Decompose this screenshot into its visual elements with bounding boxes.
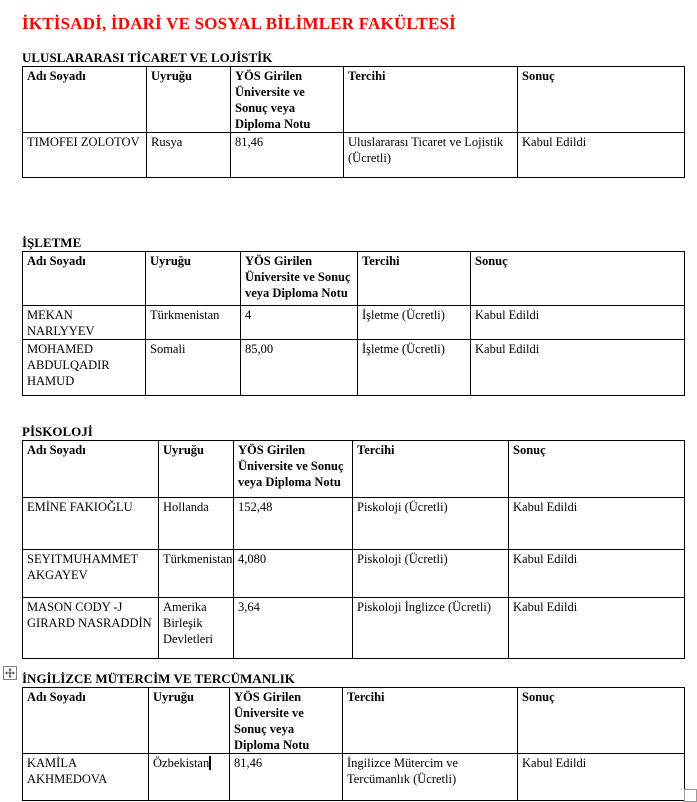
table-move-handle-icon[interactable]: [3, 666, 17, 680]
section-heading: ULUSLARARASI TİCARET VE LOJİSTİK: [22, 50, 273, 65]
col-header-score: YÖS Girilen Üniversite ve Sonuç veya Diploma Notu: [241, 252, 358, 306]
section-heading: İŞLETME: [22, 235, 82, 250]
col-header-score: YÖS Girilen Üniversite ve Sonuç veya Diploma Notu: [230, 688, 343, 754]
admissions-table: [22, 687, 685, 801]
col-header-result: Sonuç: [518, 67, 685, 133]
cell-choice: Piskoloji (Ücretli): [353, 550, 509, 598]
table-header-row: [23, 67, 685, 133]
cell-result: Kabul Edildi: [471, 306, 685, 340]
cell-choice: İşletme (Ücretli): [358, 306, 471, 340]
table-row: [23, 498, 685, 550]
col-header-score: YÖS Girilen Üniversite ve Sonuç veya Diploma Notu: [234, 441, 353, 498]
cell-result: Kabul Edildi: [518, 754, 685, 801]
section-isletme: [22, 235, 697, 396]
col-header-result: Sonuç: [509, 441, 685, 498]
col-header-choice: Tercihi: [344, 67, 518, 133]
cell-choice: Piskoloji (Ücretli): [353, 498, 509, 550]
table-header-row: [23, 688, 685, 754]
cell-nationality: Amerika Birleşik Devletleri: [159, 598, 234, 659]
cell-name: TIMOFEI ZOLOTOV: [23, 133, 147, 178]
cell-nationality[interactable]: [149, 754, 230, 801]
cell-nationality: Somali: [146, 340, 241, 396]
col-header-name: Adı Soyadı: [23, 688, 149, 754]
cell-result: Kabul Edildi: [509, 550, 685, 598]
cell-result: Kabul Edildi: [471, 340, 685, 396]
cell-choice: İşletme (Ücretli): [358, 340, 471, 396]
cell-score: 4: [241, 306, 358, 340]
admissions-table: [22, 251, 685, 396]
cell-name: MOHAMED ABDULQADIR HAMUD: [23, 340, 146, 396]
col-header-result: Sonuç: [471, 252, 685, 306]
admissions-table: [22, 440, 685, 659]
section-ingilizce-mutercim: [22, 671, 697, 801]
cell-choice: Piskoloji İnglizce (Ücretli): [353, 598, 509, 659]
col-header-score: YÖS Girilen Üniversite ve Sonuç veya Diploma Notu: [231, 67, 344, 133]
section-heading: İNGİLİZCE MÜTERCİM VE TERCÜMANLIK: [22, 671, 295, 686]
section-uluslararasi-ticaret: [22, 50, 697, 178]
table-row: [23, 754, 685, 801]
cell-name: SEYITMUHAMMET AKGAYEV: [23, 550, 159, 598]
section-heading: PİSKOLOJİ: [22, 424, 93, 439]
col-header-nationality: Uyruğu: [159, 441, 234, 498]
cell-score: 4,080: [234, 550, 353, 598]
col-header-name: Adı Soyadı: [23, 67, 147, 133]
cell-score: 3,64: [234, 598, 353, 659]
cell-nationality-text: Özbekistan: [153, 756, 210, 770]
cell-nationality: Rusya: [147, 133, 231, 178]
cell-score: 81,46: [230, 754, 343, 801]
col-header-result: Sonuç: [518, 688, 685, 754]
table-row: [23, 306, 685, 340]
col-header-nationality: Uyruğu: [147, 67, 231, 133]
cell-choice: Uluslararası Ticaret ve Lojistik (Ücretli): [344, 133, 518, 178]
cell-score: 152,48: [234, 498, 353, 550]
col-header-nationality: Uyruğu: [149, 688, 230, 754]
table-header-row: [23, 252, 685, 306]
cell-name: MEKAN NARLYYEV: [23, 306, 146, 340]
table-row: [23, 340, 685, 396]
table-resize-handle-icon[interactable]: [684, 789, 697, 802]
text-cursor-icon: [209, 756, 211, 770]
section-piskoloji: [22, 424, 697, 659]
cell-nationality: Hollanda: [159, 498, 234, 550]
table-row: [23, 550, 685, 598]
col-header-choice: Tercihi: [358, 252, 471, 306]
cell-name: KAMİLA AKHMEDOVA: [23, 754, 149, 801]
cell-result: Kabul Edildi: [509, 598, 685, 659]
cell-choice: İngilizce Mütercim ve Tercümanlık (Ücretli): [343, 754, 518, 801]
col-header-name: Adı Soyadı: [23, 252, 146, 306]
col-header-nationality: Uyruğu: [146, 252, 241, 306]
cell-name: EMİNE FAKIOĞLU: [23, 498, 159, 550]
cell-result: Kabul Edildi: [509, 498, 685, 550]
cell-result: Kabul Edildi: [518, 133, 685, 178]
col-header-choice: Tercihi: [353, 441, 509, 498]
cell-nationality: Türkmenistan: [146, 306, 241, 340]
table-row: [23, 598, 685, 659]
table-row: [23, 133, 685, 178]
table-header-row: [23, 441, 685, 498]
col-header-choice: Tercihi: [343, 688, 518, 754]
col-header-name: Adı Soyadı: [23, 441, 159, 498]
cell-name: MASON CODY -J GIRARD NASRADDİN: [23, 598, 159, 659]
cell-nationality: Türkmenistan: [159, 550, 234, 598]
cell-score: 85,00: [241, 340, 358, 396]
page-title: İKTİSADİ, İDARİ VE SOSYAL BİLİMLER FAKÜLTESİ: [22, 14, 456, 33]
admissions-table: [22, 66, 685, 178]
cell-score: 81,46: [231, 133, 344, 178]
